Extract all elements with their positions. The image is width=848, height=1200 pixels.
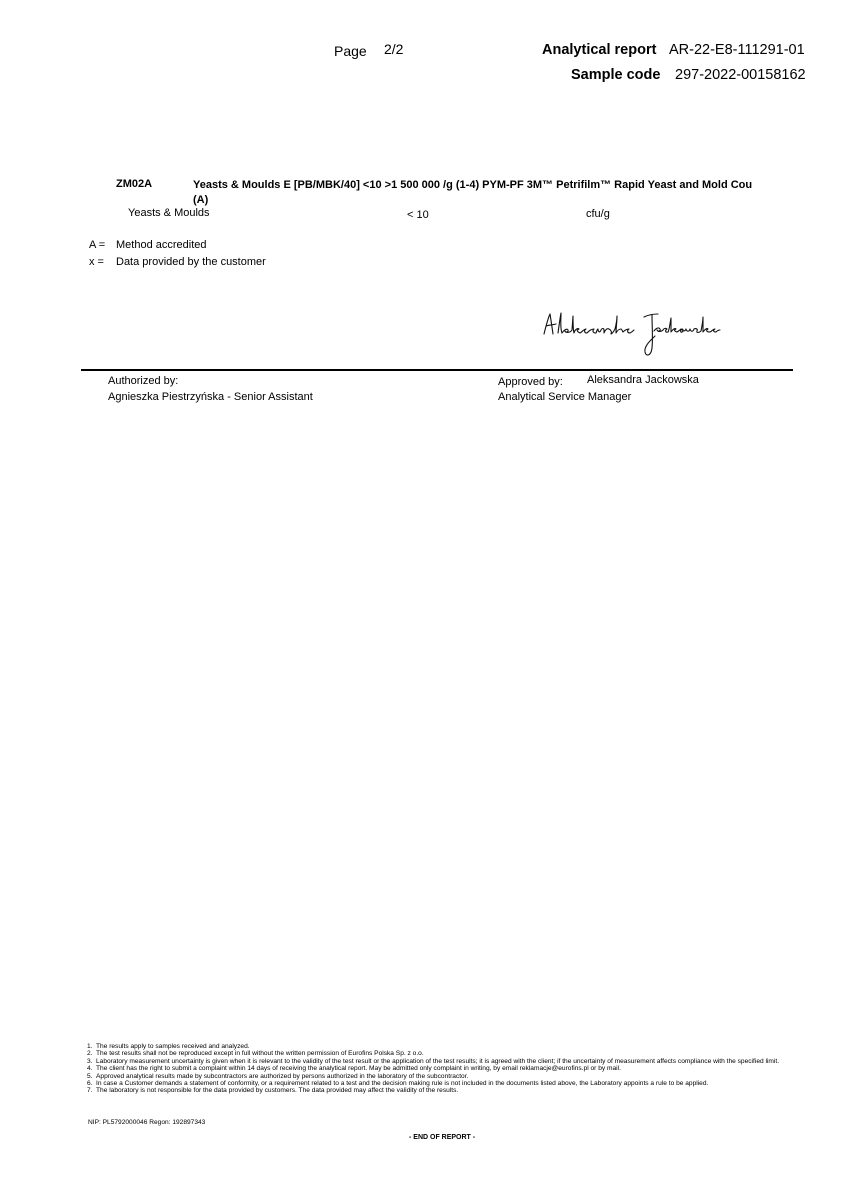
footnote-number: 7. — [87, 1087, 93, 1095]
footnote-number: 4. — [87, 1065, 93, 1073]
footnote-text: The laboratory is not responsible for the data provided by customers. The data provided may affect the validity of the results. — [96, 1087, 459, 1095]
footnote-number: 3. — [87, 1057, 93, 1065]
footnote — [87, 1043, 802, 1050]
footnote-text: The client has the right to submit a complaint within 14 days of receiving the analytical report. May be admitted only complaint in writing, by email reklamacje@eurofins.pl or by mail. — [96, 1065, 621, 1073]
test-method: Yeasts & Moulds E [PB/MBK/40] <10 >1 500 000 /g (1-4) PYM-PF 3M™ Petrifilm™ Rapid Yeast and Mold Cou — [193, 179, 753, 191]
footnote — [87, 1087, 802, 1094]
footnote-text: Approved analytical results made by subcontractors are authorized by persons authorized in the laboratory of the subcontractor. — [96, 1072, 469, 1080]
legend-key-customer: x = — [89, 256, 104, 268]
signature-image — [540, 308, 725, 363]
analytical-report-number: AR-22-E8-111291-01 — [669, 42, 805, 58]
footnote-number: 5. — [87, 1072, 93, 1080]
footnote — [87, 1065, 802, 1072]
result-unit: cfu/g — [586, 208, 610, 220]
legend-key-accredited: A = — [89, 239, 106, 251]
result-parameter: Yeasts & Moulds — [128, 207, 210, 219]
legend-desc-customer: Data provided by the customer — [116, 256, 266, 268]
footnote-number: 2. — [87, 1050, 93, 1058]
result-value: < 10 — [407, 209, 429, 221]
legend-desc-accredited: Method accredited — [116, 239, 207, 251]
footnote-number: 6. — [87, 1080, 93, 1088]
sample-code-label: Sample code — [571, 67, 661, 83]
footnote — [87, 1058, 802, 1065]
approved-by-name: Aleksandra Jackowska — [587, 374, 699, 386]
authorized-by-label: Authorized by: — [108, 375, 179, 387]
authorized-by-name: Agnieszka Piestrzyńska - Senior Assistant — [108, 391, 313, 403]
end-of-report: - END OF REPORT - — [409, 1134, 476, 1141]
footnotes — [87, 1043, 802, 1095]
footnote — [87, 1080, 802, 1087]
sample-code-value: 297-2022-00158162 — [675, 67, 806, 83]
test-accreditation: (A) — [193, 194, 209, 206]
approved-by-label: Approved by: — [498, 376, 563, 388]
page-number: 2/2 — [384, 41, 404, 57]
footnote-text: The results apply to samples received and analyzed. — [96, 1043, 250, 1050]
registration-info: NIP: PL5792000046 Regon: 192897343 — [88, 1119, 206, 1126]
footnote-number: 1. — [87, 1043, 93, 1050]
footnote — [87, 1050, 802, 1057]
approved-by-title: Analytical Service Manager — [498, 391, 632, 403]
footnote-text: In case a Customer demands a statement of conformity, or a requirement related to a test and the decision making rule is not included in the documents listed above, the Laboratory appoints a rule to be applied. — [96, 1080, 709, 1088]
footnote — [87, 1073, 802, 1080]
footnote-text: The test results shall not be reproduced except in full without the written permission of Eurofins Polska Sp. z o.o. — [96, 1050, 424, 1058]
test-code: ZM02A — [116, 178, 153, 190]
footnote-text: Laboratory measurement uncertainty is given when it is relevant to the validity of the test result or the application of the test results; it is agreed with the client; if the uncertainty of measurement affects compliance with the specified limit. — [96, 1057, 780, 1065]
page-label: Page — [334, 43, 367, 59]
signature-divider — [81, 369, 793, 371]
analytical-report-label: Analytical report — [542, 42, 657, 58]
